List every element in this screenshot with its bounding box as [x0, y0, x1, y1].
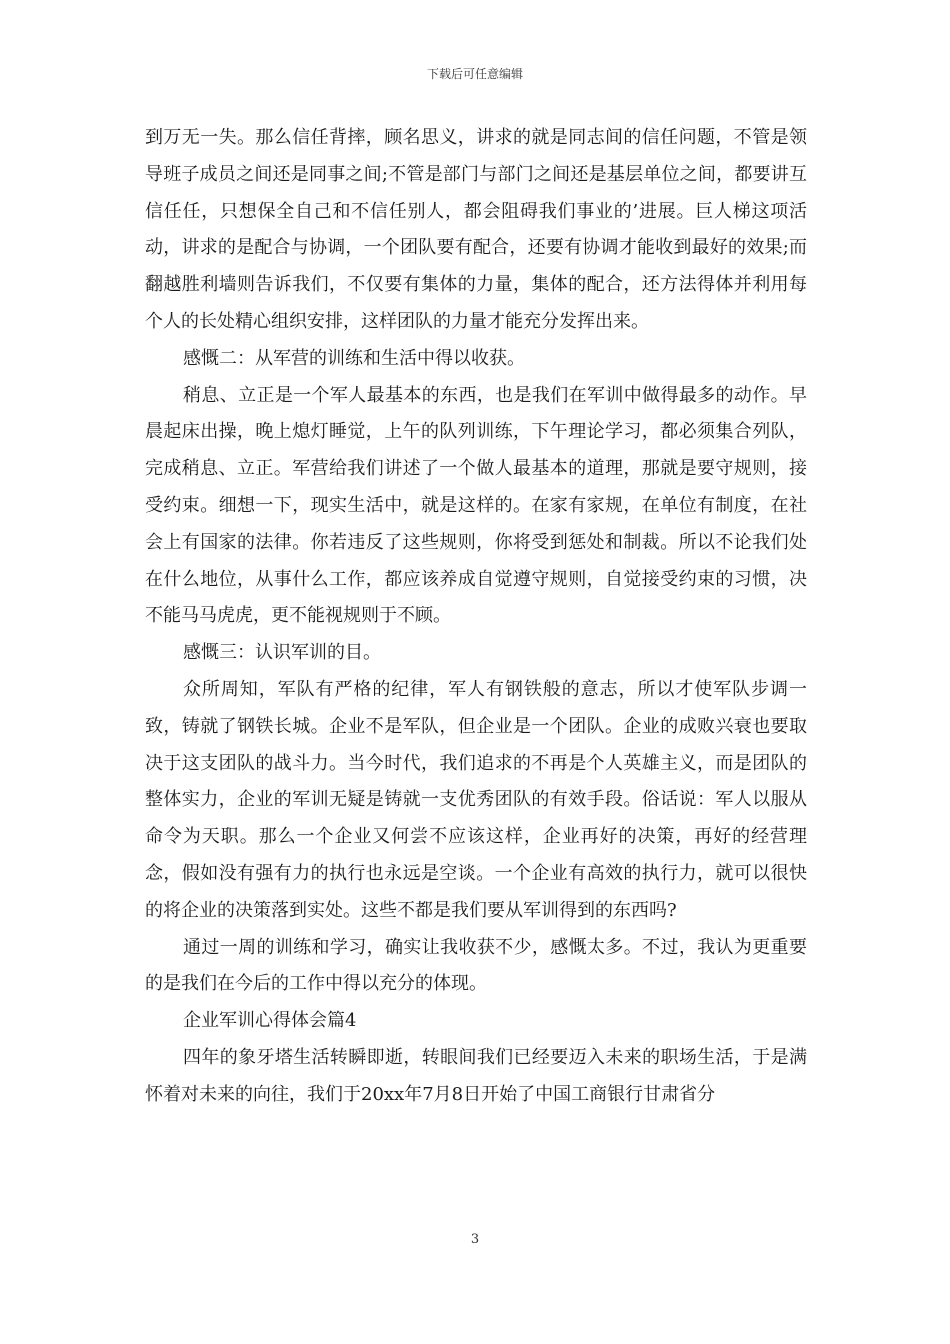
paragraph: 四年的象牙塔生活转瞬即逝，转眼间我们已经要迈入未来的职场生活，于是满怀着对未来的向往，我们于20xx年7月8日开始了中国工商银行甘肃省分 — [145, 1046, 807, 1105]
page-header: 下载后可任意编辑 — [426, 67, 523, 81]
document-body — [145, 120, 807, 1114]
paragraph: 稍息、立正是一个军人最基本的东西，也是我们在军训中做得最多的动作。早晨起床出操，晚上熄灯睡觉，上午的队列训练，下午理论学习，都必须集合列队，完成稍息、立正。军营给我们讲述了一个做人最基本的道理，那就是要守规则，接受约束。细想一下，现实生活中，就是这样的。在家有家规，在单位有制度，在社会上有国家的法律。你若违反了这些规则，你将受到惩处和制裁。所以不论我们处在什么地位，从事什么工作，都应该养成自觉遵守规则，自觉接受约束的习惯，决不能马马虎虎，更不能视规则于不顾。 — [145, 384, 807, 627]
paragraph: 感慨二：从军营的训练和生活中得以收获。 — [183, 347, 525, 369]
section-heading: 企业军训心得体会篇4 — [183, 1010, 357, 1032]
paragraph: 到万无一失。那么信任背摔，顾名思义，讲求的就是同志间的信任问题，不管是领导班子成员之间还是同事之间;不管是部门与部门之间还是基层单位之间，都要讲互信任任，只想保全自己和不信任别人，都会阻碍我们事业的’进展。巨人梯这项活动，讲求的是配合与协调，一个团队要有配合，还要有协调才能收到最好的效果;而翻越胜利墙则告诉我们，不仅要有集体的力量，集体的配合，还方法得体并利用每个人的长处精心组织安排，这样团队的力量才能充分发挥出来。 — [145, 127, 807, 332]
paragraph: 众所周知，军队有严格的纪律，军人有钢铁般的意志，所以才使军队步调一致，铸就了钢铁长城。企业不是军队，但企业是一个团队。企业的成败兴衰也要取决于这支团队的战斗力。当今时代，我们追求的不再是个人英雄主义，而是团队的整体实力，企业的军训无疑是铸就一支优秀团队的有效手段。俗话说：军人以服从命令为天职。那么一个企业又何尝不应该这样，企业再好的决策，再好的经营理念，假如没有强有力的执行也永远是空谈。一个企业有高效的执行力，就可以很快的将企业的决策落到实处。这些不都是我们要从军训得到的东西吗? — [145, 678, 807, 921]
page-number: 3 — [470, 1232, 480, 1247]
paragraph: 感慨三：认识军训的目。 — [183, 642, 381, 664]
paragraph: 通过一周的训练和学习，确实让我收获不少，感慨太多。不过，我认为更重要的是我们在今后的工作中得以充分的体现。 — [145, 936, 807, 995]
